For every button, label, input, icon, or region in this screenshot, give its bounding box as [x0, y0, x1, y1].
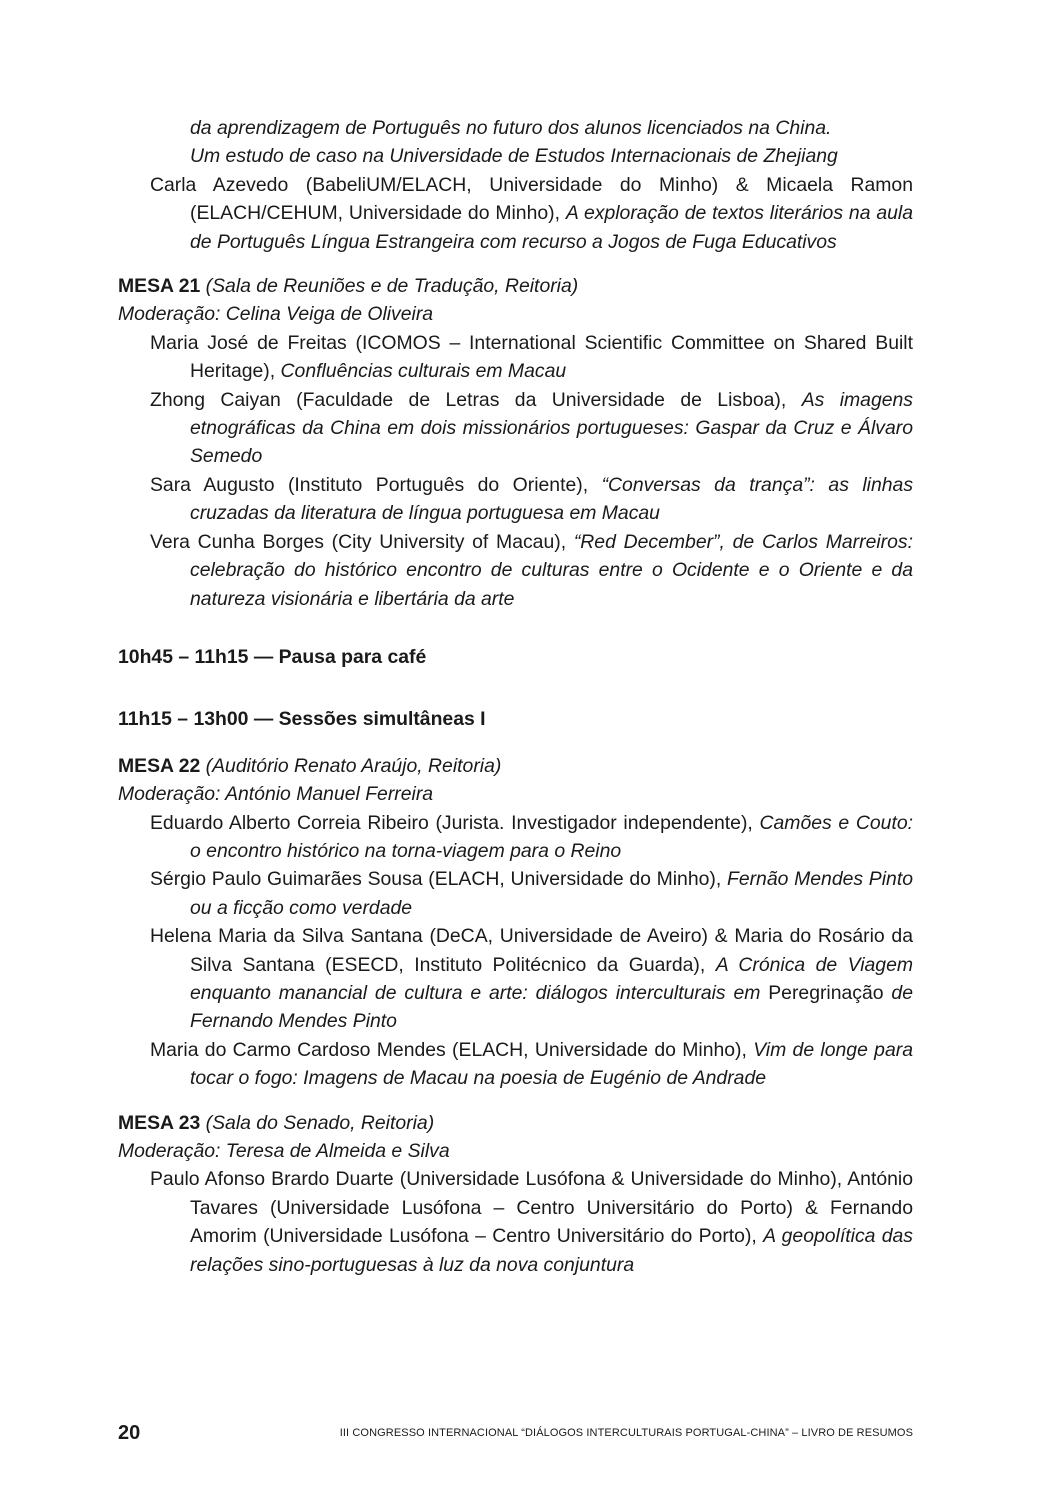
mesa-21-heading [118, 272, 913, 300]
entry-title: “Red December”, de Carlos Marreiros: celebração do histórico encontro de culturas entre o Ocidente e o Oriente e da natureza visionária e libertária da arte [190, 530, 913, 610]
mesa-21-entry [118, 528, 913, 613]
mesa-23-entry [118, 1165, 913, 1279]
entry-authors: Sara Augusto (Instituto Português do Oriente), [150, 473, 602, 496]
mesa-22-entry [118, 865, 913, 922]
entry-title: As imagens etnográficas da China em dois missionários portugueses: Gaspar da Cruz e Álvaro Semedo [190, 388, 914, 468]
mesa-22-entry [118, 922, 913, 1036]
entry-authors: Zhong Caiyan (Faculdade de Letras da Universidade de Lisboa), [150, 388, 802, 411]
entry-title: Confluências culturais em Macau [280, 360, 567, 383]
mesa-location: (Sala de Reuniões e de Tradução, Reitoria) [205, 275, 579, 298]
page-content [118, 114, 913, 1279]
mesa-22-entry [118, 1036, 913, 1093]
entry-title-end: de Fernando Mendes Pinto [190, 981, 913, 1033]
entry-authors: Eduardo Alberto Correia Ribeiro (Jurista. Investigador independente), [150, 811, 760, 834]
entry-carla-azevedo [118, 171, 913, 256]
entry-title: Vim de longe para tocar o fogo: Imagens de Macau na poesia de Eugénio de Andrade [190, 1038, 913, 1090]
entry-authors: Maria do Carmo Cardoso Mendes (ELACH, Universidade do Minho), [150, 1038, 754, 1061]
mesa-21-entry [118, 386, 913, 471]
entry-authors: Sérgio Paulo Guimarães Sousa (ELACH, Universidade do Minho), [150, 868, 727, 891]
mesa-21-moderation: Moderação: Celina Veiga de Oliveira [118, 303, 434, 326]
entry-title: A geopolítica das relações sino-portuguesas à luz da nova conjuntura [190, 1225, 913, 1276]
page-number: 20 [118, 1422, 141, 1444]
mesa-label: MESA 21 [118, 275, 201, 298]
entry-authors: Paulo Afonso Brardo Duarte (Universidade Lusófona & Universidade do Minho), António Tavares (Universidade Lusófona – Centro Universitário do Porto) & Fernando Amorim (Universidade Lusófona – Centro Universitário do Porto), [150, 1168, 913, 1248]
page-footer [118, 1418, 913, 1448]
mesa-label: MESA 23 [118, 1111, 201, 1134]
mesa-22-moderation: Moderação: António Manuel Ferreira [118, 783, 434, 806]
book-title: Peregrinação [768, 981, 884, 1004]
mesa-22-entry [118, 809, 913, 866]
entry-title: Camões e Couto: o encontro histórico na torna-viagem para o Reino [190, 811, 913, 862]
entry-title: A Crónica de Viagem enquanto manancial de cultura e arte: diálogos interculturais em [190, 953, 914, 1004]
mesa-23-moderation: Moderação: Teresa de Almeida e Silva [118, 1140, 450, 1162]
mesa-21-entry [118, 471, 913, 528]
mesa-23-heading [118, 1109, 913, 1137]
entry-authors: Maria José de Freitas (ICOMOS – International Scientific Committee on Shared Built Heritage), [150, 331, 913, 383]
simultaneous-sessions: 11h15 – 13h00 — Sessões simultâneas I [118, 708, 486, 731]
entry-title: “Conversas da trança”: as linhas cruzadas da literatura de língua portuguesa em Macau [190, 473, 914, 525]
title-tail-1: da aprendizagem de Português no futuro dos alunos licenciados na China. [190, 117, 832, 139]
mesa-21-entry [118, 329, 913, 386]
entry-title: Fernão Mendes Pinto ou a ficção como verdade [190, 868, 913, 919]
running-title: III CONGRESSO INTERNACIONAL “DIÁLOGOS INTERCULTURAIS PORTUGAL-CHINA” – LIVRO DE RESUMOS [339, 1427, 913, 1439]
mesa-22-heading [118, 752, 913, 780]
entry-authors: Carla Azevedo (BabeliUM/ELACH, Universidade do Minho) & Micaela Ramon (ELACH/CEHUM, Universidade do Minho), [150, 173, 913, 225]
entry-authors: Helena Maria da Silva Santana (DeCA, Universidade de Aveiro) & Maria do Rosário da Silva Santana (ESECD, Instituto Politécnico da Guarda), [150, 925, 913, 976]
mesa-location: (Auditório Renato Araújo, Reitoria) [205, 754, 502, 777]
entry-authors: Vera Cunha Borges (City University of Macau), [150, 530, 574, 553]
mesa-label: MESA 22 [118, 754, 201, 777]
title-tail-2: Um estudo de caso na Universidade de Estudos Internacionais de Zhejiang [190, 145, 838, 168]
mesa-location: (Sala do Senado, Reitoria) [205, 1111, 435, 1134]
coffee-break: 10h45 – 11h15 — Pausa para café [118, 645, 427, 668]
entry-continuation [118, 114, 913, 171]
entry-title: A exploração de textos literários na aula de Português Língua Estrangeira com recurso a Jogos de Fuga Educativos [190, 202, 914, 253]
